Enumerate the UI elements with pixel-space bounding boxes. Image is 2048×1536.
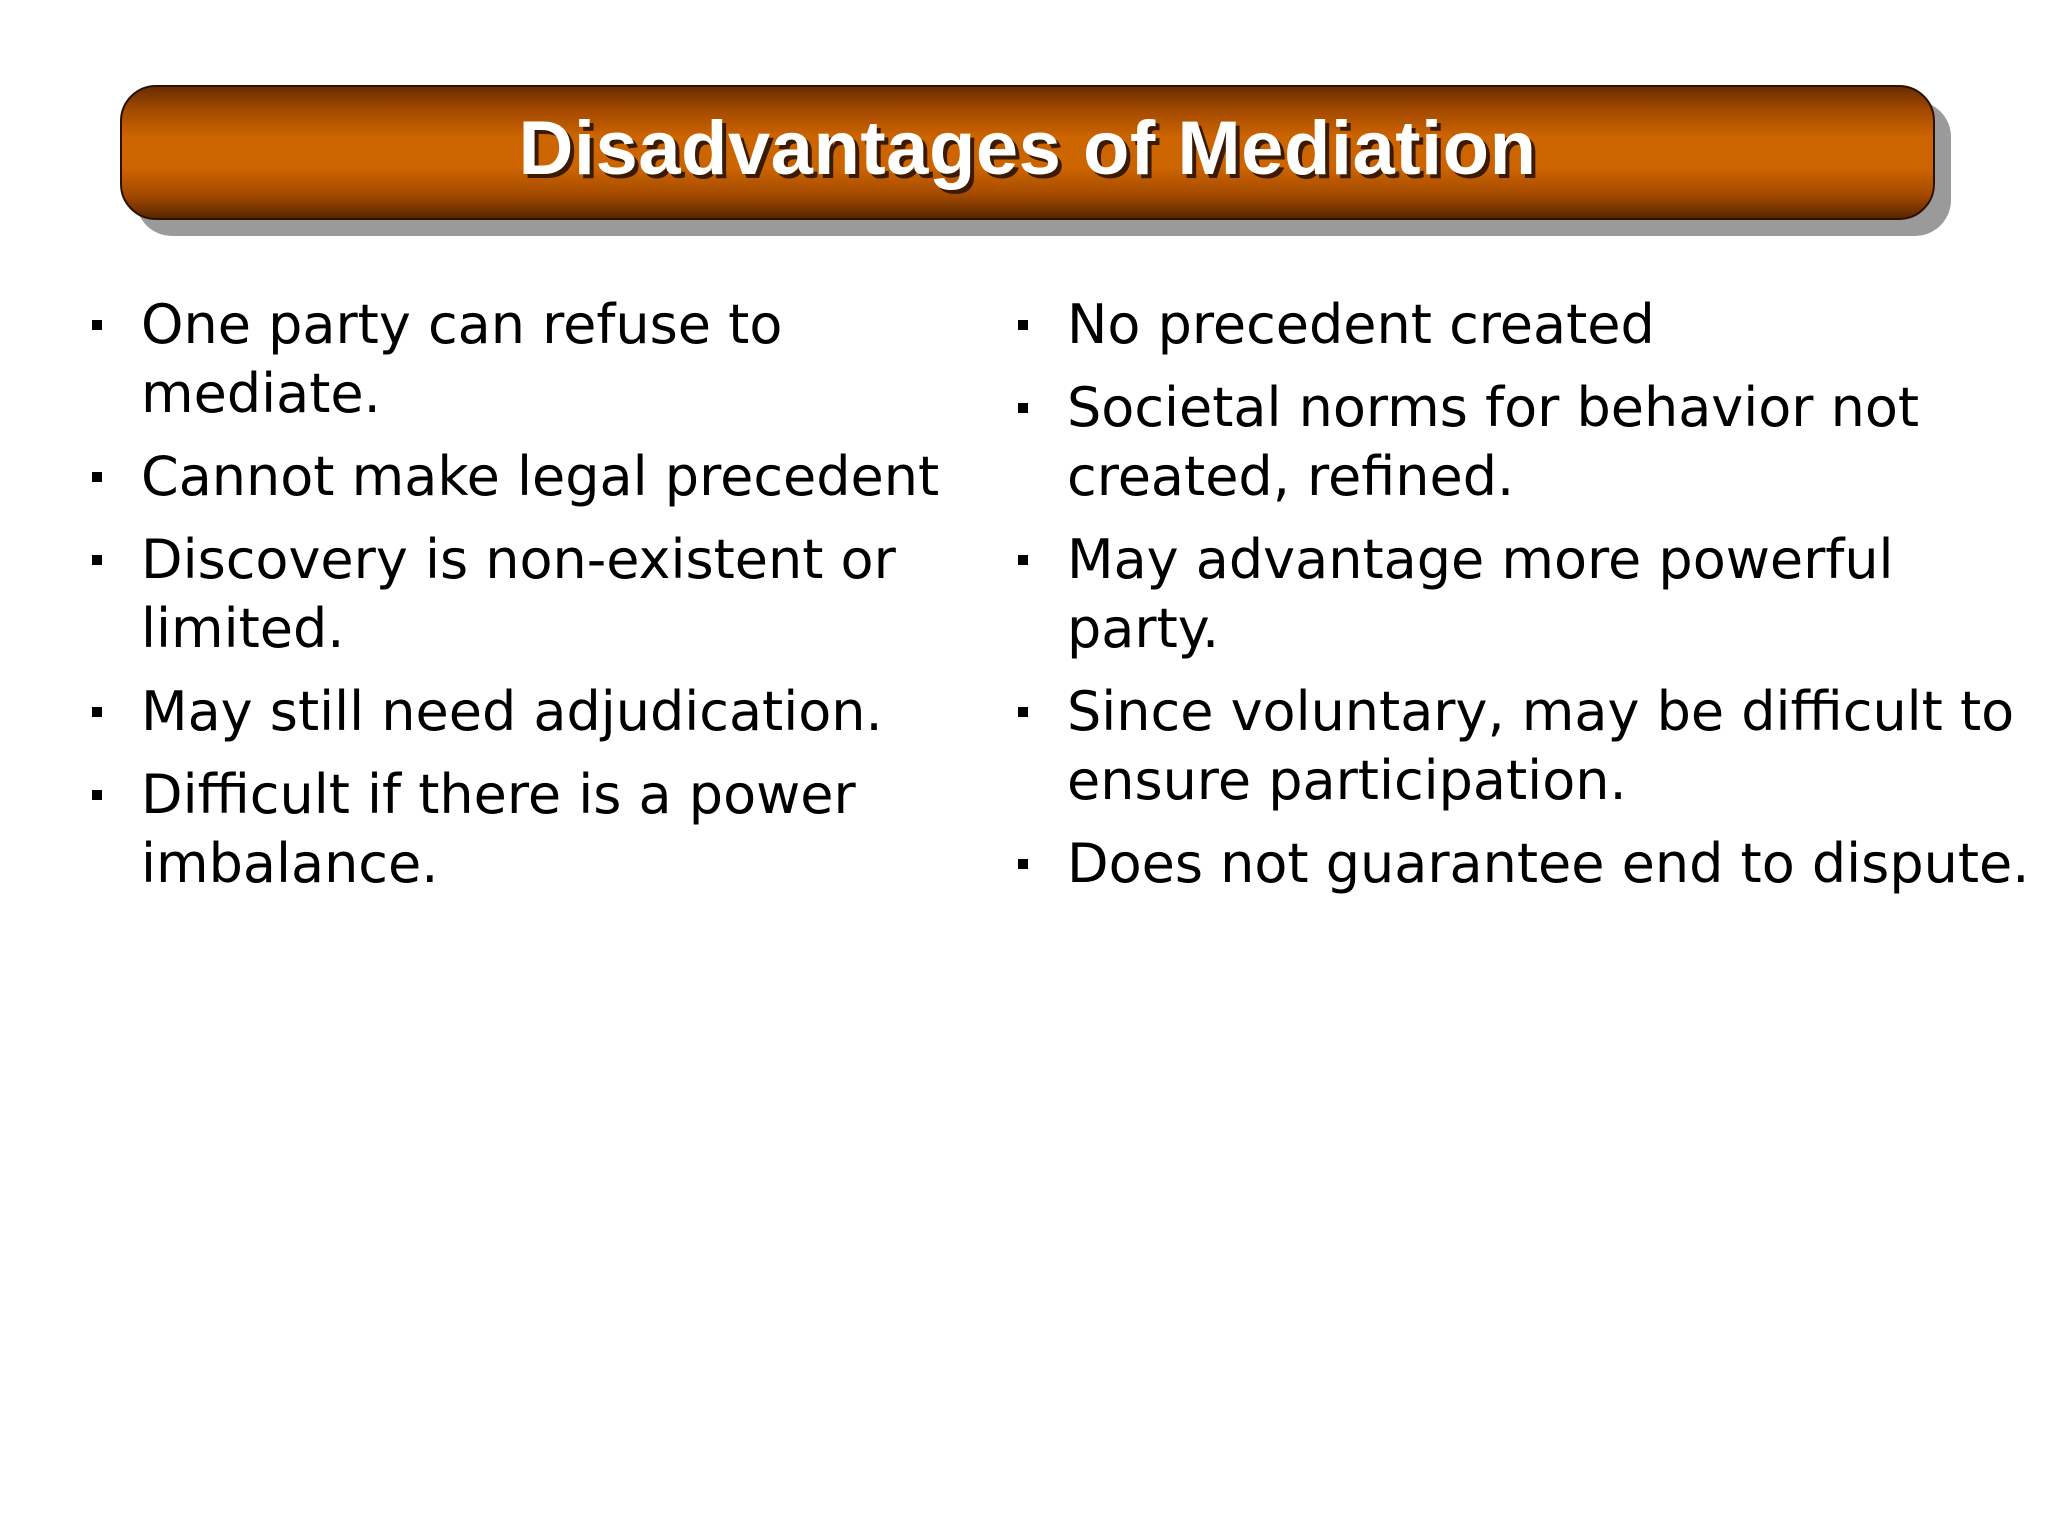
bullet-text: No precedent created: [1067, 293, 1655, 356]
square-bullet-icon: [92, 472, 102, 482]
bullet-item: [92, 525, 941, 663]
bullet-item: [92, 677, 992, 746]
square-bullet-icon: [92, 707, 102, 717]
square-bullet-icon: [1018, 320, 1028, 330]
bullet-text: May advantage more powerful party.: [1067, 528, 1894, 660]
bullet-item: [1018, 373, 1947, 511]
left-bullet-list: [92, 290, 992, 912]
bullet-text: Discovery is non-existent or limited.: [141, 528, 896, 660]
bullet-text: Societal norms for behavior not created, refined.: [1067, 376, 1920, 508]
bullet-item: [1018, 677, 2027, 815]
bullet-text: Does not guarantee end to dispute.: [1067, 832, 2030, 895]
square-bullet-icon: [1018, 859, 1028, 869]
bullet-text: One party can refuse to mediate.: [141, 293, 783, 425]
bullet-text: Difficult if there is a power imbalance.: [141, 763, 856, 895]
bullet-text: Cannot make legal precedent: [141, 445, 940, 508]
title-banner: [120, 85, 1935, 220]
bullet-item: [92, 760, 941, 898]
square-bullet-icon: [1018, 555, 1028, 565]
right-bullet-list: [1018, 290, 2030, 912]
square-bullet-icon: [92, 555, 102, 565]
bullet-item: [1018, 290, 2018, 359]
square-bullet-icon: [92, 320, 102, 330]
square-bullet-icon: [1018, 707, 1028, 717]
bullet-item: [92, 442, 992, 511]
bullet-item: [92, 290, 992, 428]
bullet-text: May still need adjudication.: [141, 680, 883, 743]
bullet-item: [1018, 829, 2048, 898]
square-bullet-icon: [1018, 403, 1028, 413]
square-bullet-icon: [92, 790, 102, 800]
slide-title: Disadvantages of Mediation: [518, 106, 1537, 191]
bullet-item: [1018, 525, 1947, 663]
bullet-text: Since voluntary, may be difficult to ensure participation.: [1067, 680, 2015, 812]
